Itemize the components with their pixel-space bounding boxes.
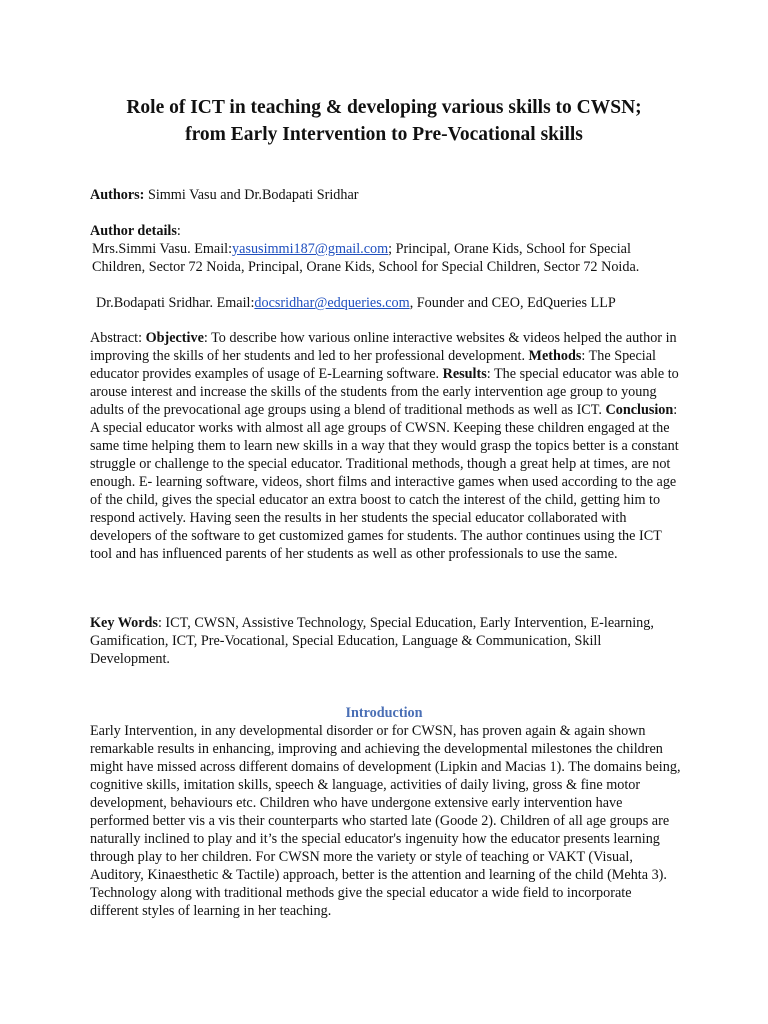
title-line-2: from Early Intervention to Pre-Vocational skills (185, 124, 583, 145)
person-1-suffix: ; Principal, Orane Kids, School for Special Children, Sector 72 Noida, Principal, Orane Kids, School for Special Children, Sector 72 Noida. (92, 241, 640, 275)
authors-label: Authors: (90, 187, 145, 203)
person-2-prefix: Dr.Bodapati Sridhar. Email: (96, 295, 255, 311)
results-text: : The special educator was able to arouse interest and increase the skills of the students from the early intervention age group to young adults of the prevocational age groups using a blend of traditional methods as well as ICT. (90, 366, 679, 418)
results-label: Results (442, 366, 487, 382)
author-details-label: Author details (90, 223, 177, 239)
abstract-lead: Abstract: (90, 330, 146, 346)
author-details-heading (90, 222, 682, 240)
authors-line (90, 186, 682, 204)
introduction-heading: Introduction (345, 705, 423, 721)
keywords-text: : ICT, CWSN, Assistive Technology, Special Education, Early Intervention, E-learning, Gamification, ICT, Pre-Vocational, Special Education, Language & Communication, Skill Development. (90, 615, 654, 667)
conclusion-label: Conclusion (605, 402, 674, 418)
author-details-person-1 (92, 240, 682, 276)
person-1-prefix: Mrs.Simmi Vasu. Email: (92, 241, 233, 257)
methods-text: : The Special educator provides examples of usage of E-Learning software. (90, 348, 656, 382)
introduction-paragraph: Early Intervention, in any developmental disorder or for CWSN, has proven again & again shown remarkable results in enhancing, improving and achieving the developmental milestones the children might have missed across different domains of development (Lipkin and Macias 1). The domains being, cognitive skills, imitation skills, speech & language, activities of daily living, gross & fine motor development, behaviours etc. Children who have undergone extensive early intervention have performed better vis a vis their counterparts who started late (Goode 2). Children of all age groups are naturally inclined to play and it’s the special educator's ingenuity how the educator presents learning through play to her children. For CWSN more the variety or style of teaching or VAKT (Visual, Auditory, Kinaesthetic & Tactile) approach, better is the attention and learning of the child (Mehta 3). Technology along with traditional methods give the special educator a wide field to incorporate different styles of learning in her teaching. (90, 723, 681, 919)
conclusion-text: : A special educator works with almost all age groups of CWSN. Keeping these children engaged at the same time helping them to learn new skills in a way that they would grasp the topics better is a constant struggle or challenge to the special educator. Traditional methods, though a great help at times, are not enough. E- learning software, videos, short films and interactive games when used according to the age of the child, gives the special educator an extra boost to catch the interest of the child, getting him to respond actively. Having seen the results in her students the special educator collaborated with developers of the software to get customized games for students. The author continues using the ICT tool and has influenced parents of her students as well as other professionals to use the same. (90, 402, 679, 562)
objective-label: Objective (145, 330, 204, 346)
title-line-1: Role of ICT in teaching & developing various skills to CWSN; (126, 97, 642, 118)
keywords-label: Key Words (90, 615, 158, 631)
paper-title (60, 94, 708, 148)
methods-label: Methods (528, 348, 582, 364)
person-1-email-link[interactable]: yasusimmi187@gmail.com (232, 241, 389, 257)
person-2-email-link[interactable]: docsridhar@edqueries.com (254, 295, 410, 311)
person-2-suffix: , Founder and CEO, EdQueries LLP (409, 295, 616, 311)
keywords-paragraph (90, 614, 682, 668)
authors-names: Simmi Vasu and Dr.Bodapati Sridhar (144, 187, 359, 203)
abstract-paragraph (90, 329, 682, 563)
author-details-person-2 (96, 294, 682, 312)
author-details-colon: : (176, 223, 181, 239)
objective-text: : To describe how various online interactive websites & videos helped the author in improving the skills of her students and led to her professional development. (90, 330, 677, 364)
